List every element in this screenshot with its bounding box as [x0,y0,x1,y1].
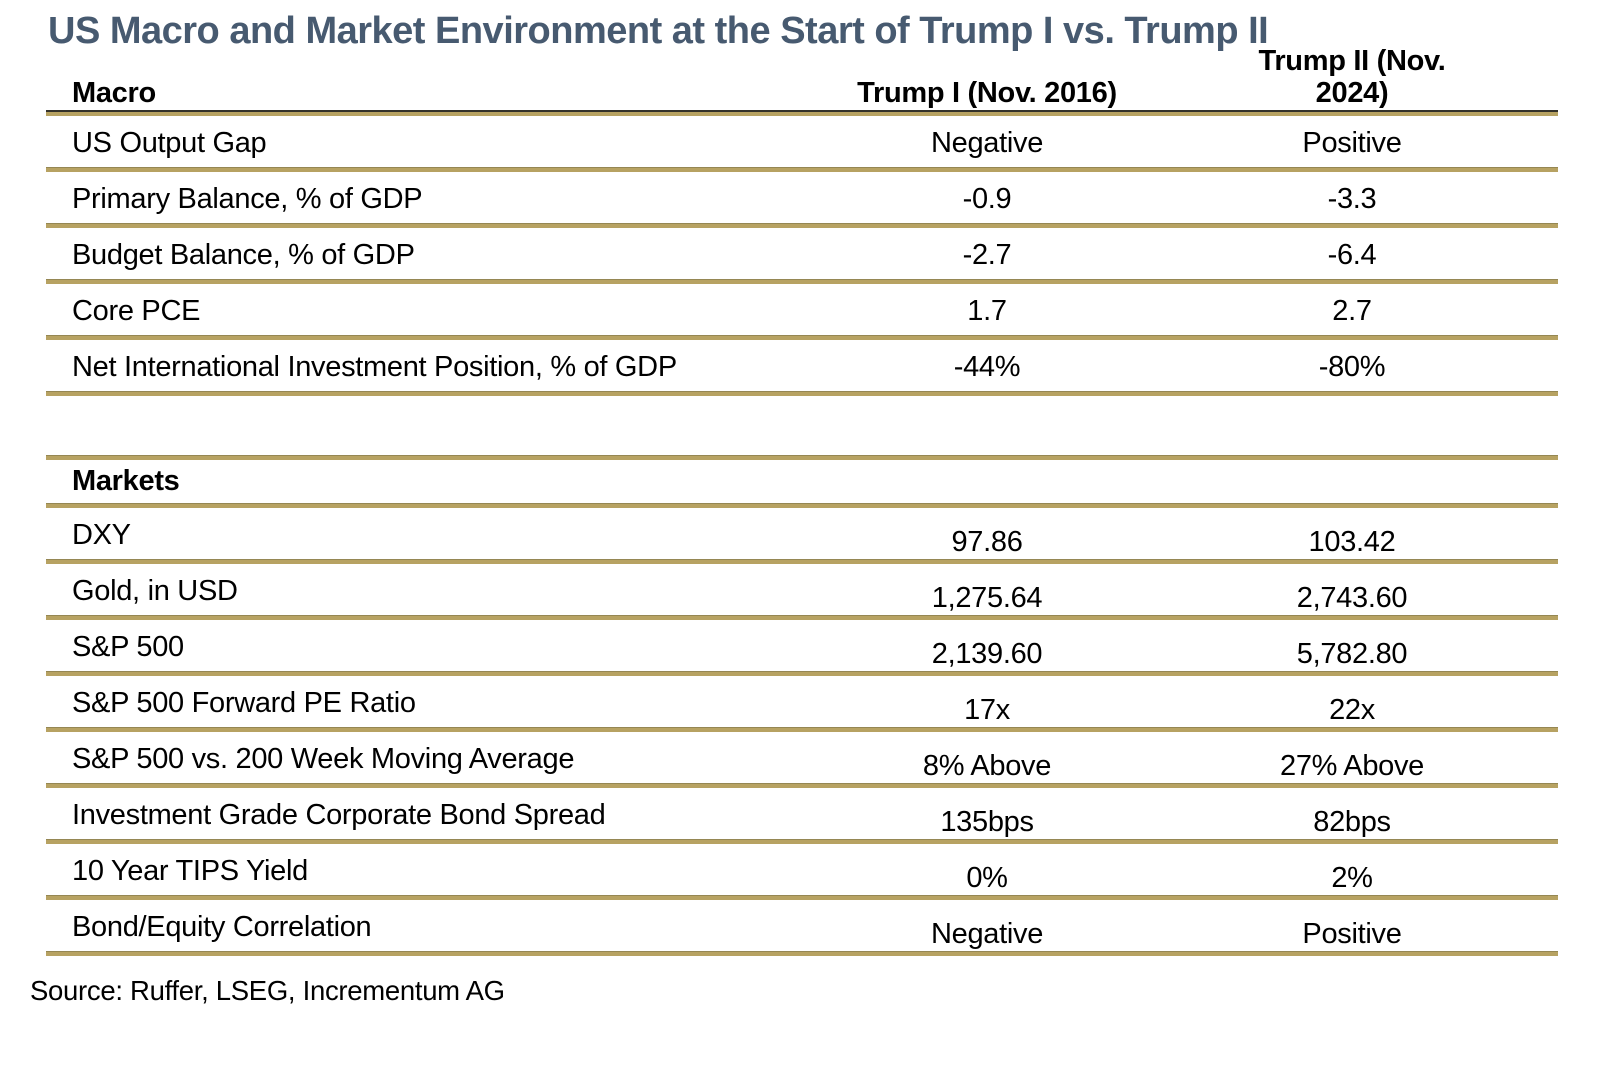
table-row [46,732,1558,788]
row-label: S&P 500 vs. 200 Week Moving Average [72,743,575,776]
table-row [46,228,1558,284]
trump2-value: -80% [1318,351,1386,384]
trump1-value: 0% [966,862,1008,895]
table-row [46,116,1558,172]
source-note: Source: Ruffer, LSEG, Incrementum AG [30,975,505,1006]
trump1-value: Negative [930,127,1044,160]
table-row [46,508,1558,564]
column-header-trump1: Trump I (Nov. 2016) [857,77,1117,110]
page-title: US Macro and Market Environment at the Start of Trump I vs. Trump II [48,10,1269,52]
table-row [46,844,1558,900]
trump1-value: 2,139.60 [931,638,1043,671]
trump1-value: 97.86 [951,526,1023,559]
row-label: US Output Gap [72,127,267,160]
trump2-value: Positive [1302,127,1402,160]
trump2-value: Positive [1302,918,1402,951]
row-label: Net International Investment Position, % of GDP [72,351,677,384]
row-label: 10 Year TIPS Yield [72,855,308,888]
trump2-value: 82bps [1313,806,1391,839]
table-row [46,788,1558,844]
trump2-value: 2,743.60 [1296,582,1408,615]
section-header-markets: Markets [72,464,180,497]
markets-section [46,455,1558,956]
trump1-value: Negative [930,918,1044,951]
column-header-trump2: Trump II (Nov. 2024) [1258,45,1446,110]
comparison-table [46,45,1558,956]
trump2-value: 27% Above [1279,750,1425,783]
row-label: S&P 500 [72,631,184,664]
trump1-value: 1,275.64 [931,582,1043,615]
trump2-value: -6.4 [1327,239,1377,272]
trump1-value: 135bps [940,806,1034,839]
trump2-value: 2.7 [1332,295,1372,328]
row-label: Core PCE [72,295,201,328]
table-row [46,564,1558,620]
trump1-value: 8% Above [922,750,1052,783]
table-row [46,676,1558,732]
trump2-value: 2% [1331,862,1373,895]
row-label: Gold, in USD [72,575,238,608]
table-row [46,620,1558,676]
row-label: Bond/Equity Correlation [72,911,372,944]
trump1-value: 17x [964,694,1010,727]
trump2-value: 103.42 [1308,526,1396,559]
markets-section-rows [46,508,1558,956]
row-label: Investment Grade Corporate Bond Spread [72,799,606,832]
trump1-value: -44% [953,351,1021,384]
trump2-value: -3.3 [1327,183,1377,216]
row-label: Primary Balance, % of GDP [72,183,423,216]
row-label: DXY [72,519,131,552]
macro-section-rows [46,116,1558,396]
trump2-value: 22x [1329,694,1375,727]
table-row [46,172,1558,228]
table-row [46,340,1558,396]
trump1-value: 1.7 [967,295,1007,328]
table-header-row [46,45,1558,116]
trump1-value: -2.7 [962,239,1012,272]
table-row [46,900,1558,956]
table-row [46,284,1558,340]
column-header-macro: Macro [72,77,156,110]
trump2-value: 5,782.80 [1296,638,1408,671]
trump1-value: -0.9 [962,183,1012,216]
markets-header-row [46,455,1558,508]
row-label: Budget Balance, % of GDP [72,239,415,272]
row-label: S&P 500 Forward PE Ratio [72,687,416,720]
